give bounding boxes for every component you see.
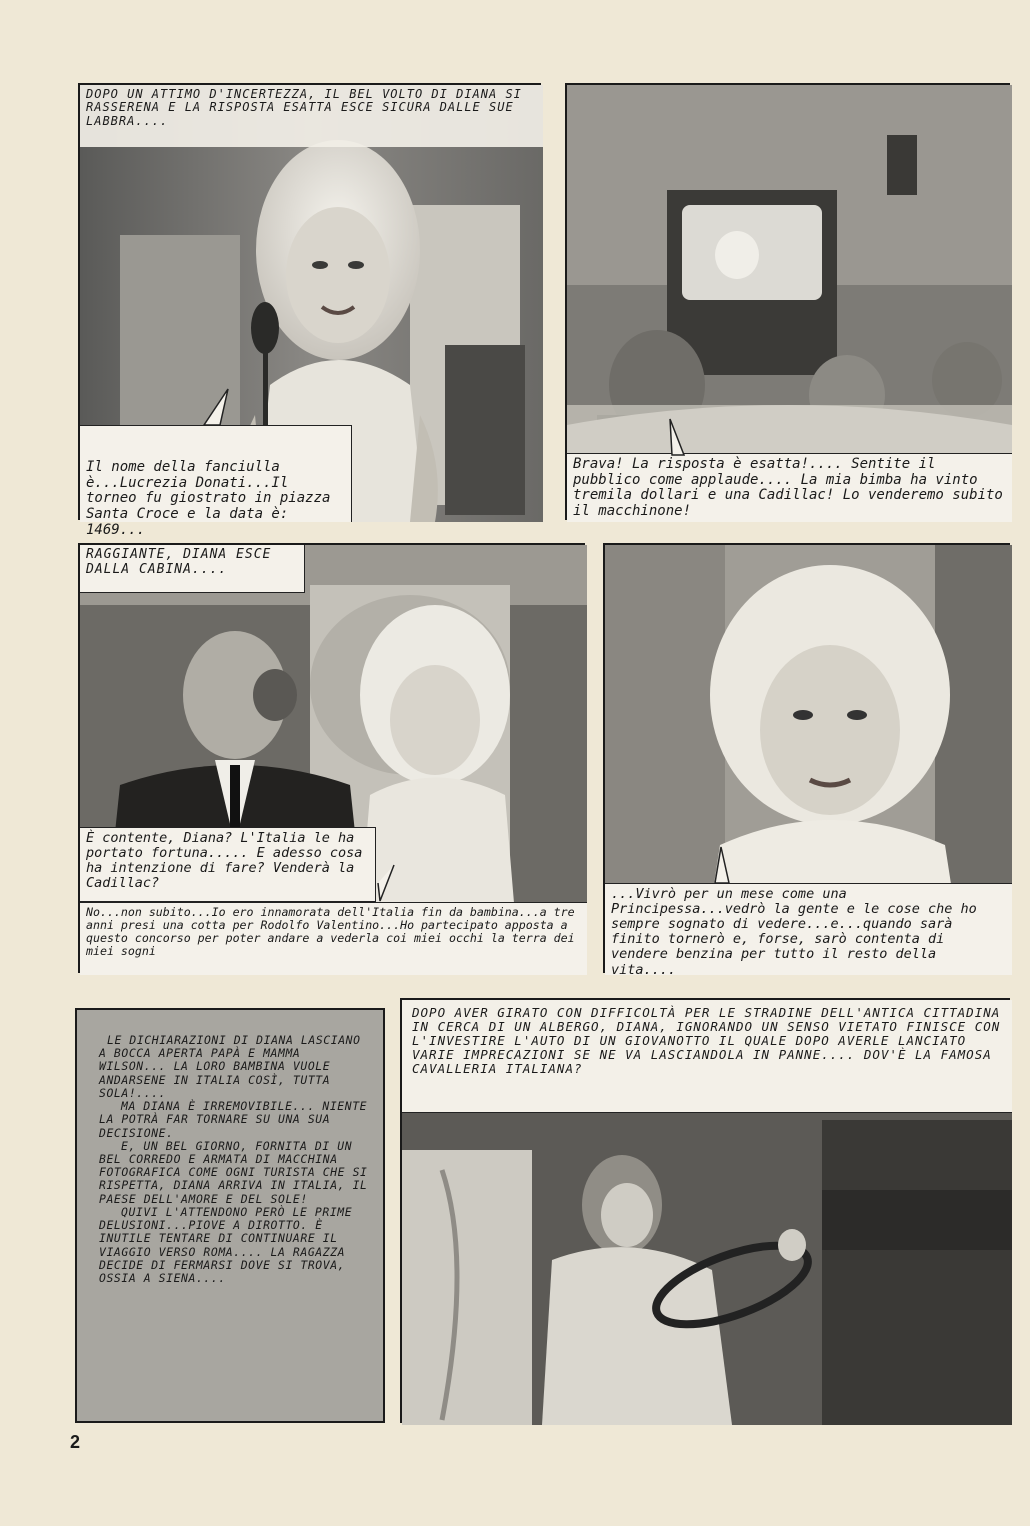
speech-balloon-host: È contente, Diana? L'Italia le ha portato fortuna..... E adesso cosa ha intenzione di fare? Venderà la Cadillac?	[80, 827, 376, 902]
panel-4-diana-closeup	[603, 543, 1010, 978]
panel-1-diana-microphone	[78, 83, 541, 538]
page-number: 2	[70, 1432, 81, 1452]
speech-balloon: ...Vivrò per un mese come una Principessa...vedrò la gente e le cose che ho sempre sognato di vedere...e...quando sarà finito tornerò e, forse, sarò contenta di vendere benzina per tutto il resto della vita....	[605, 883, 1012, 975]
narration-text-box	[75, 1008, 385, 1423]
text-paragraph-3: E, UN BEL GIORNO, FORNITA DI UN BEL CORREDO E ARMATA DI MACCHINA FOTOGRAFICA COME OGNI TURISTA CHE SI RISPETTA, DIANA ARRIVA IN ITALIA, IL PAESE DELL'AMORE E DEL SOLE!	[99, 1138, 368, 1206]
speech-balloon-diana: No...non subito...Io ero innamorata dell'Italia fin da bambina...a tre anni presi una cotta per Rodolfo Valentino...Ho partecipato apposta a questo concorso per poter andare a vederla coi miei occhi la terra dei miei sogni	[80, 902, 587, 975]
text-paragraph-4: QUIVI L'ATTENDONO PERÒ LE PRIME DELUSIONI...PIOVE A DIROTTO. È INUTILE TENTARE DI CONTINUARE IL VIAGGIO VERSO ROMA.... LA RAGAZZA DECIDE DI FERMARSI DOVE SI TROVA, OSSIA A SIENA....	[99, 1204, 353, 1285]
balloon-tail	[198, 387, 238, 427]
text-paragraph-2: MA DIANA È IRREMOVIBILE... NIENTE LA POTRÀ FAR TORNARE SU UNA SUA DECISIONE.	[99, 1099, 368, 1140]
text-paragraph-1: LE DICHIARAZIONI DI DIANA LASCIANO A BOCCA APERTA PAPÀ E MAMMA WILSON... LA LORO BAMBINA VUOLE ANDARSENE IN ITALIA COSÌ, TUTTA SOLA!....	[99, 1033, 361, 1100]
narration-caption: DOPO UN ATTIMO D'INCERTEZZA, IL BEL VOLTO DI DIANA SI RASSERENA E LA RISPOSTA ESATTA ESCE SICURA DALLE SUE LABBRA....	[80, 85, 543, 147]
narration-caption: RAGGIANTE, DIANA ESCE DALLA CABINA....	[80, 545, 305, 593]
panel-3-diana-leaves-booth	[78, 543, 585, 973]
balloon-tail	[662, 417, 692, 457]
balloon-tail	[707, 845, 737, 885]
panel-6-diana-driving	[400, 998, 1010, 1423]
panel-2-tv-audience	[565, 83, 1010, 520]
speech-balloon: Brava! La risposta è esatta!.... Sentite il pubblico come applaude.... La mia bimba ha vinto tremila dollari e una Cadillac! Lo venderemo subito il macchinone!	[567, 453, 1012, 522]
narration-caption: DOPO AVER GIRATO CON DIFFICOLTÀ PER LE STRADINE DELL'ANTICA CITTADINA IN CERCA DI UN ALBERGO, DIANA, IGNORANDO UN SENSO VIETATO FINISCE CON L'INVESTIRE L'AUTO DI UN GIOVANOTTO IL QUALE DOPO AVERLE LANCIATO VARIE IMPRECAZIONI SE NE VA LASCIANDOLA IN PANNE.... DOV'È LA FAMOSA CAVALLERIA ITALIANA?	[402, 1000, 1012, 1113]
speech-balloon: Il nome della fanciulla è...Lucrezia Donati...Il torneo fu giostrato in piazza Santa Croce e la data è: 1469...	[80, 425, 352, 522]
balloon-tail	[376, 863, 406, 903]
